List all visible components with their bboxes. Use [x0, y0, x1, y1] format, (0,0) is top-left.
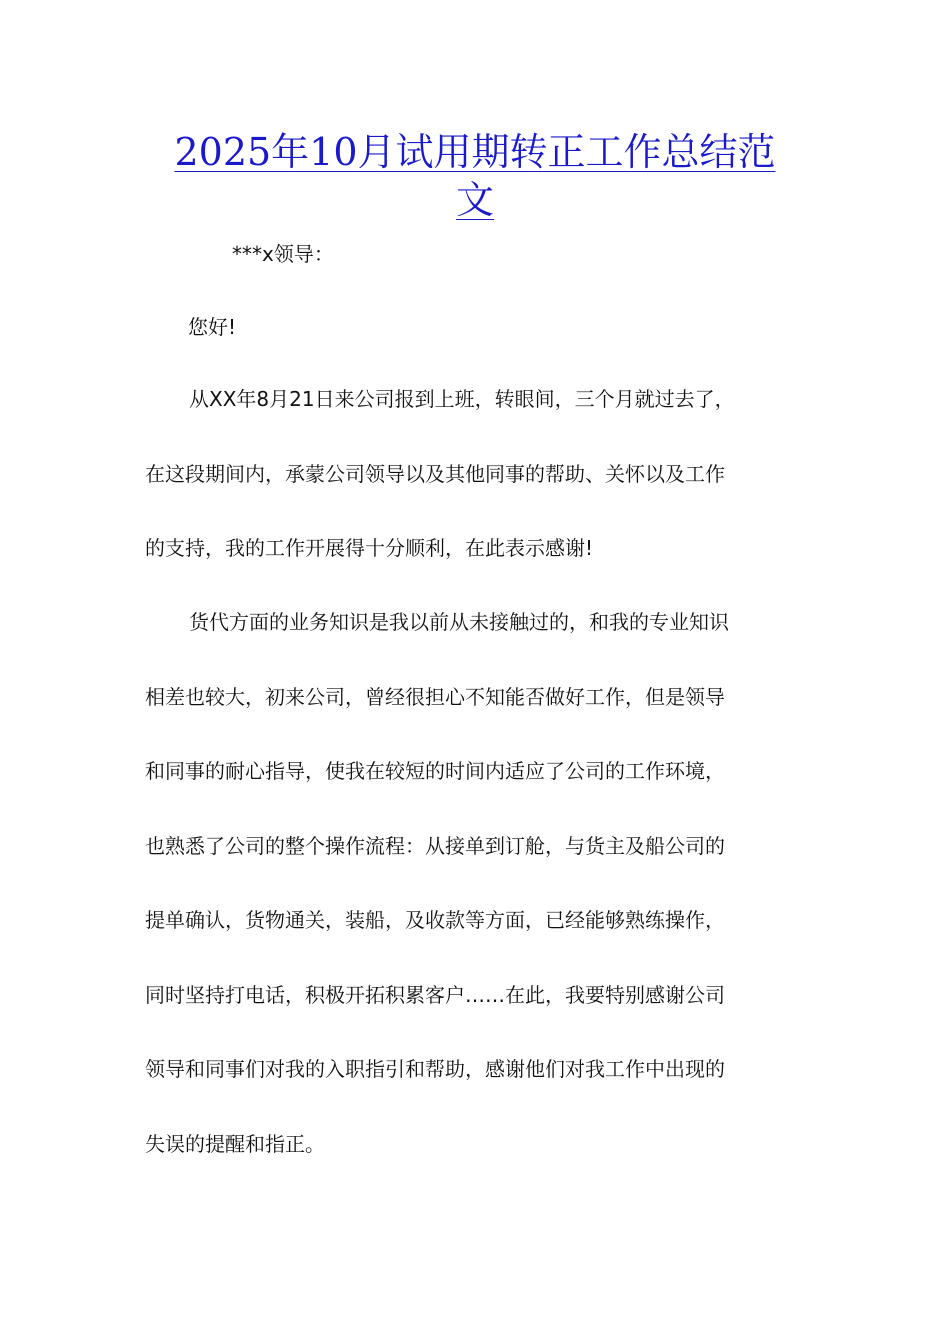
- paragraph-2: [145, 608, 810, 1204]
- paragraph-line: 同时坚持打电话，积极开拓积累客户……在此，我要特别感谢公司: [145, 982, 725, 1007]
- paragraph-line: 也熟悉了公司的整个操作流程：从接单到订舱，与货主及船公司的: [145, 833, 725, 858]
- paragraph-line: 和同事的耐心指导，使我在较短的时间内适应了公司的工作环境，: [145, 759, 725, 783]
- title-line-1: 2025年10月试用期转正工作总结范: [174, 130, 776, 174]
- paragraph-line: 失误的提醒和指正。: [145, 1131, 325, 1156]
- paragraph-line: 货代方面的业务知识是我以前从未接触过的，和我的专业知识: [189, 610, 729, 634]
- title-line-2: 文: [455, 178, 494, 222]
- salutation: ***x领导：: [232, 242, 334, 266]
- document-title: [145, 128, 805, 224]
- title-link[interactable]: [145, 130, 805, 224]
- paragraph-line: 在这段期间内，承蒙公司领导以及其他同事的帮助、关怀以及工作: [145, 461, 725, 486]
- paragraph-line: 的支持，我的工作开展得十分顺利，在此表示感谢!: [145, 536, 594, 560]
- paragraph-1: [145, 385, 810, 609]
- paragraph-line: 相差也较大，初来公司，曾经很担心不知能否做好工作，但是领导: [145, 684, 725, 709]
- paragraph-line: 提单确认，货物通关，装船，及收款等方面，已经能够熟练操作，: [145, 908, 725, 932]
- paragraph-line: 领导和同事们对我的入职指引和帮助，感谢他们对我工作中出现的: [145, 1057, 725, 1081]
- paragraph-line: 从XX年8月21日来公司报到上班，转眼间，三个月就过去了，: [189, 387, 735, 411]
- greeting: 您好!: [188, 315, 237, 339]
